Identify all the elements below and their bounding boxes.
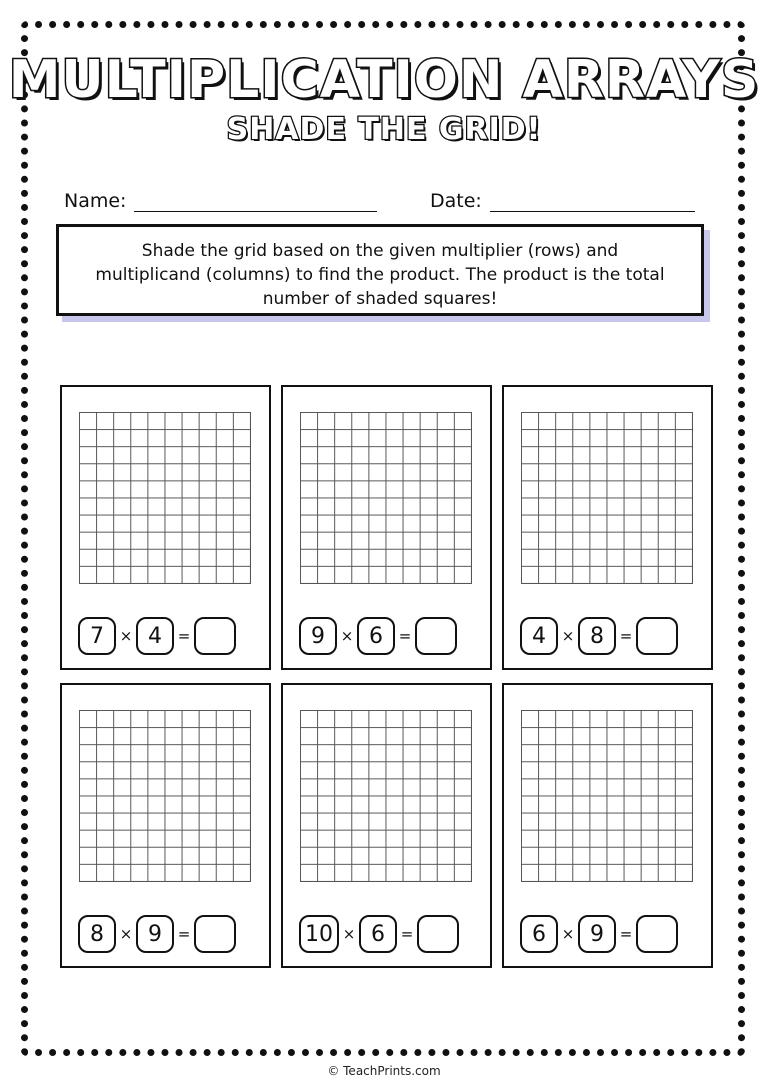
worksheet-subtitle: SHADE THE GRID! [226, 112, 542, 147]
times-sign: × [342, 925, 356, 943]
equation [299, 616, 457, 656]
answer-box[interactable] [636, 915, 678, 953]
equals-sign: = [398, 627, 412, 645]
array-grid[interactable] [79, 412, 251, 584]
instructions-box [56, 224, 704, 316]
answer-box[interactable] [415, 617, 457, 655]
name-label: Name: [64, 190, 127, 212]
problem-card [60, 385, 271, 670]
copyright-footer: © TeachPrints.com [327, 1064, 441, 1078]
equals-sign: = [619, 925, 633, 943]
equation [78, 914, 236, 954]
problem-card [281, 683, 492, 968]
equals-sign: = [619, 627, 633, 645]
array-grid[interactable] [300, 412, 472, 584]
answer-box[interactable] [194, 915, 236, 953]
multiplicand-box: 4 [136, 617, 174, 655]
equation [78, 616, 236, 656]
times-sign: × [119, 925, 133, 943]
multiplier-box: 8 [78, 915, 116, 953]
answer-box[interactable] [636, 617, 678, 655]
multiplier-box: 7 [78, 617, 116, 655]
instructions-text: Shade the grid based on the given multiplier (rows) and multiplicand (columns) to find the product. The product is the total number of shaded squares! [95, 241, 665, 309]
name-field [64, 190, 377, 212]
array-grid[interactable] [300, 710, 472, 882]
equation [520, 616, 678, 656]
date-field [430, 190, 695, 212]
multiplicand-box: 8 [578, 617, 616, 655]
name-input-line[interactable] [134, 193, 377, 212]
equation [299, 914, 459, 954]
equation [520, 914, 678, 954]
multiplier-box: 10 [299, 915, 339, 953]
problem-card [281, 385, 492, 670]
multiplicand-box: 9 [136, 915, 174, 953]
date-input-line[interactable] [490, 193, 695, 212]
equals-sign: = [400, 925, 414, 943]
equals-sign: = [177, 627, 191, 645]
multiplicand-box: 9 [578, 915, 616, 953]
times-sign: × [561, 627, 575, 645]
problem-card [502, 385, 713, 670]
multiplicand-box: 6 [359, 915, 397, 953]
date-label: Date: [430, 190, 482, 212]
multiplicand-box: 6 [357, 617, 395, 655]
problem-card [60, 683, 271, 968]
answer-box[interactable] [194, 617, 236, 655]
multiplier-box: 4 [520, 617, 558, 655]
array-grid[interactable] [521, 710, 693, 882]
array-grid[interactable] [79, 710, 251, 882]
answer-box[interactable] [417, 915, 459, 953]
multiplier-box: 6 [520, 915, 558, 953]
equals-sign: = [177, 925, 191, 943]
array-grid[interactable] [521, 412, 693, 584]
worksheet-title: MULTIPLICATION ARRAYS [8, 50, 760, 110]
problem-card [502, 683, 713, 968]
times-sign: × [561, 925, 575, 943]
times-sign: × [340, 627, 354, 645]
multiplier-box: 9 [299, 617, 337, 655]
times-sign: × [119, 627, 133, 645]
